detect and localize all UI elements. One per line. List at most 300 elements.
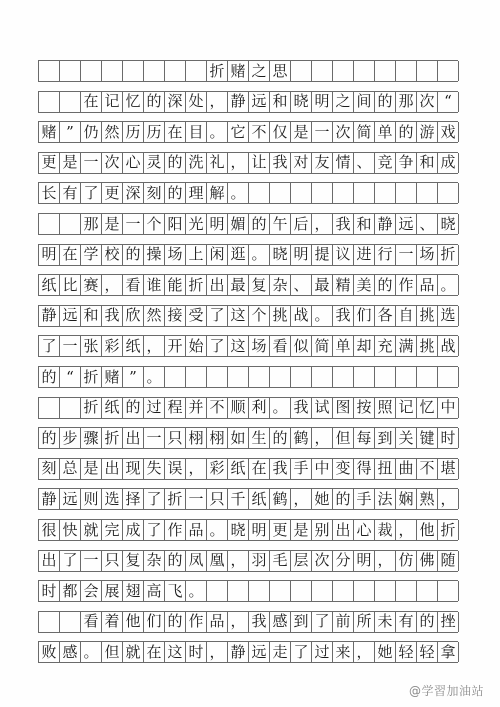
grid-cell: 出 (333, 520, 354, 540)
grid-cell: 最 (228, 275, 249, 295)
grid-cell: 能 (165, 275, 186, 295)
grid-cell: 。 (186, 581, 207, 601)
grid-cell (312, 183, 333, 203)
grid-cell: 择 (123, 489, 144, 509)
grid-cell: 比 (60, 275, 81, 295)
grid-cell: 了 (39, 336, 60, 356)
grid-cell: 赌 (39, 122, 60, 142)
grid-cell: 场 (165, 245, 186, 265)
grid-cell: 静 (228, 642, 249, 662)
grid-cell: 分 (333, 551, 354, 571)
grid-cell: 刻 (144, 183, 165, 203)
grid-cell: 并 (186, 398, 207, 418)
grid-cell (396, 183, 417, 203)
grid-cell: 议 (333, 245, 354, 265)
grid-cell: 她 (375, 642, 396, 662)
grid-cell: 处 (186, 92, 207, 112)
grid-cell: 历 (144, 122, 165, 142)
grid-cell: ， (291, 489, 312, 509)
grid-cell: 充 (375, 336, 396, 356)
grid-cell: 远 (249, 92, 270, 112)
grid-cell: ， (207, 642, 228, 662)
grid-cell: 和 (270, 92, 291, 112)
grid-cell: ， (375, 551, 396, 571)
grid-cell: 静 (39, 489, 60, 509)
grid-cell: 利 (249, 398, 270, 418)
grid-cell: 、 (417, 214, 438, 234)
grid-cell: 折 (207, 61, 228, 81)
text-row (38, 641, 458, 663)
grid-cell: 我 (333, 214, 354, 234)
grid-cell: 。 (207, 122, 228, 142)
grid-cell: 作 (186, 612, 207, 632)
grid-cell: 历 (123, 122, 144, 142)
grid-cell: 了 (207, 306, 228, 326)
grid-cell: 仍 (81, 122, 102, 142)
grid-cell: 学 (81, 245, 102, 265)
text-row (38, 458, 458, 480)
grid-cell (60, 612, 81, 632)
grid-cell: 只 (165, 428, 186, 448)
grid-cell: 堪 (438, 459, 459, 479)
grid-cell: 洗 (186, 153, 207, 173)
grid-cell: 出 (207, 275, 228, 295)
grid-cell: 战 (291, 306, 312, 326)
grid-cell: 我 (102, 306, 123, 326)
text-row (38, 611, 458, 633)
grid-cell: 始 (186, 336, 207, 356)
grid-cell (417, 367, 438, 387)
grid-cell (375, 61, 396, 81)
grid-cell (186, 61, 207, 81)
grid-cell: 到 (291, 612, 312, 632)
grid-cell: ， (144, 336, 165, 356)
grid-cell: 进 (354, 245, 375, 265)
grid-cell: 了 (207, 336, 228, 356)
grid-cell: ， (186, 459, 207, 479)
grid-cell (438, 61, 459, 81)
grid-cell: 她 (312, 489, 333, 509)
grid-cell: 美 (354, 275, 375, 295)
grid-cell: 的 (396, 122, 417, 142)
grid-cell (291, 367, 312, 387)
grid-cell: 时 (438, 428, 459, 448)
grid-cell: 熟 (417, 489, 438, 509)
grid-cell (270, 183, 291, 203)
text-row (38, 550, 458, 572)
grid-cell: 图 (333, 398, 354, 418)
grid-cell: 远 (60, 306, 81, 326)
grid-cell: 很 (39, 520, 60, 540)
grid-cell: 和 (417, 153, 438, 173)
grid-cell: 只 (102, 551, 123, 571)
grid-cell: 在 (81, 92, 102, 112)
grid-cell: 中 (438, 398, 459, 418)
grid-cell (228, 581, 249, 601)
grid-cell: ” (60, 122, 81, 142)
grid-cell: 明 (249, 520, 270, 540)
grid-cell: 挑 (270, 306, 291, 326)
grid-cell (354, 581, 375, 601)
grid-cell: 赛 (81, 275, 102, 295)
grid-cell: 不 (249, 122, 270, 142)
grid-cell: 关 (396, 428, 417, 448)
grid-cell: 那 (396, 92, 417, 112)
grid-cell: 、 (354, 153, 375, 173)
grid-cell: 一 (81, 551, 102, 571)
grid-cell: 友 (312, 153, 333, 173)
grid-cell: 看 (270, 336, 291, 356)
grid-cell: 我 (333, 306, 354, 326)
grid-cell: 会 (81, 581, 102, 601)
grid-cell: 完 (102, 520, 123, 540)
grid-cell (291, 61, 312, 81)
grid-cell: 单 (375, 122, 396, 142)
grid-cell: ， (228, 153, 249, 173)
grid-cell: 的 (165, 183, 186, 203)
grid-cell: 了 (312, 612, 333, 632)
grid-cell: 了 (144, 489, 165, 509)
grid-cell: ， (102, 275, 123, 295)
grid-cell: 了 (144, 520, 165, 540)
grid-cell: 。 (438, 275, 459, 295)
grid-cell: 作 (165, 520, 186, 540)
grid-cell: 午 (270, 214, 291, 234)
grid-cell: 争 (396, 153, 417, 173)
grid-cell: 在 (249, 459, 270, 479)
grid-cell: 、 (291, 275, 312, 295)
grid-cell: 品 (417, 275, 438, 295)
grid-cell: 次 (312, 551, 333, 571)
grid-cell: 来 (333, 642, 354, 662)
grid-cell: 。 (249, 245, 270, 265)
grid-cell: 之 (249, 61, 270, 81)
grid-cell: 的 (39, 367, 60, 387)
grid-cell: 误 (165, 459, 186, 479)
grid-cell: 手 (354, 489, 375, 509)
grid-cell (60, 214, 81, 234)
grid-cell: 感 (270, 612, 291, 632)
grid-cell: 更 (39, 153, 60, 173)
grid-cell: 的 (375, 275, 396, 295)
grid-cell: 简 (312, 336, 333, 356)
grid-cell: 思 (270, 61, 291, 81)
grid-cell (312, 581, 333, 601)
grid-cell: 他 (123, 612, 144, 632)
grid-cell: 栩 (186, 428, 207, 448)
grid-cell (354, 367, 375, 387)
grid-cell (333, 61, 354, 81)
grid-cell: 它 (228, 122, 249, 142)
grid-cell (60, 61, 81, 81)
grid-cell: 变 (333, 459, 354, 479)
grid-cell: 解 (207, 183, 228, 203)
grid-cell: 。 (270, 398, 291, 418)
grid-cell: 开 (165, 336, 186, 356)
grid-cell: 远 (396, 214, 417, 234)
grid-cell (207, 367, 228, 387)
text-row (38, 152, 458, 174)
text-row (38, 427, 458, 449)
grid-cell: 却 (354, 336, 375, 356)
grid-cell: 挫 (438, 612, 459, 632)
grid-cell: 如 (228, 428, 249, 448)
grid-cell: 操 (144, 245, 165, 265)
text-row (38, 121, 458, 143)
grid-cell: 品 (186, 520, 207, 540)
grid-cell: 看 (123, 275, 144, 295)
grid-cell: 手 (291, 459, 312, 479)
grid-cell: 晓 (270, 245, 291, 265)
grid-cell: 是 (291, 122, 312, 142)
grid-cell: 步 (60, 428, 81, 448)
grid-cell: ， (438, 489, 459, 509)
grid-cell: 出 (102, 459, 123, 479)
grid-cell: 简 (354, 122, 375, 142)
text-row (38, 397, 458, 419)
grid-cell: ， (396, 520, 417, 540)
grid-cell: 心 (123, 153, 144, 173)
grid-cell (333, 581, 354, 601)
grid-cell: 阳 (165, 214, 186, 234)
grid-cell: 是 (291, 520, 312, 540)
grid-cell: 逛 (228, 245, 249, 265)
grid-cell: 折 (438, 245, 459, 265)
grid-cell: 似 (291, 336, 312, 356)
grid-cell: 败 (39, 642, 60, 662)
grid-cell: 晓 (228, 520, 249, 540)
grid-cell: 忆 (123, 92, 144, 112)
grid-cell: 一 (396, 245, 417, 265)
grid-cell: 我 (270, 459, 291, 479)
grid-cell (417, 581, 438, 601)
grid-cell: 礼 (207, 153, 228, 173)
grid-cell: 前 (333, 612, 354, 632)
grid-cell: 自 (396, 306, 417, 326)
grid-cell (375, 581, 396, 601)
grid-cell: 每 (354, 428, 375, 448)
grid-cell: 我 (291, 398, 312, 418)
grid-cell: 骤 (81, 428, 102, 448)
grid-cell: 折 (438, 520, 459, 540)
text-row (38, 335, 458, 357)
grid-cell: 上 (186, 245, 207, 265)
grid-cell: 明 (354, 551, 375, 571)
text-row (38, 519, 458, 541)
grid-cell: 提 (312, 245, 333, 265)
grid-cell: 裁 (375, 520, 396, 540)
grid-cell: 的 (39, 428, 60, 448)
grid-cell: 我 (249, 612, 270, 632)
grid-cell: 键 (417, 428, 438, 448)
grid-cell: 是 (81, 459, 102, 479)
grid-cell: 但 (333, 428, 354, 448)
grid-cell: 都 (60, 581, 81, 601)
grid-cell: 记 (396, 398, 417, 418)
grid-cell: 顺 (228, 398, 249, 418)
grid-cell: 试 (312, 398, 333, 418)
grid-cell: 深 (165, 92, 186, 112)
grid-cell: 得 (354, 459, 375, 479)
grid-cell: 战 (438, 336, 459, 356)
grid-cell: 次 (417, 92, 438, 112)
grid-cell: 的 (417, 612, 438, 632)
grid-cell: 曲 (396, 459, 417, 479)
grid-cell: 理 (186, 183, 207, 203)
grid-cell: 。 (228, 183, 249, 203)
grid-cell: 间 (354, 92, 375, 112)
grid-cell: 谁 (144, 275, 165, 295)
grid-cell: 赌 (102, 367, 123, 387)
grid-cell: 别 (312, 520, 333, 540)
grid-cell: 静 (39, 306, 60, 326)
grid-cell: ， (207, 92, 228, 112)
grid-cell: 彩 (102, 336, 123, 356)
grid-cell (249, 367, 270, 387)
grid-cell: 个 (249, 306, 270, 326)
grid-cell (186, 367, 207, 387)
grid-cell: 了 (291, 642, 312, 662)
text-row (38, 305, 458, 327)
grid-cell (39, 92, 60, 112)
grid-cell: 鹤 (291, 428, 312, 448)
grid-cell: 有 (60, 183, 81, 203)
grid-cell: 就 (81, 520, 102, 540)
grid-cell (438, 183, 459, 203)
grid-cell (438, 581, 459, 601)
grid-cell: 不 (207, 398, 228, 418)
grid-cell: 这 (228, 336, 249, 356)
grid-cell (228, 367, 249, 387)
grid-cell: 在 (144, 642, 165, 662)
grid-cell (207, 581, 228, 601)
grid-cell: 刻 (39, 459, 60, 479)
grid-cell (312, 61, 333, 81)
grid-cell (333, 367, 354, 387)
grid-cell: 远 (60, 489, 81, 509)
grid-cell: 场 (249, 336, 270, 356)
grid-cell: 彩 (207, 459, 228, 479)
grid-cell (291, 581, 312, 601)
grid-cell: 这 (228, 306, 249, 326)
grid-cell (81, 61, 102, 81)
grid-cell: 。 (207, 520, 228, 540)
grid-cell: 竞 (375, 153, 396, 173)
text-row (38, 91, 458, 113)
grid-cell: 那 (81, 214, 102, 234)
grid-cell: 时 (39, 581, 60, 601)
grid-cell: 中 (312, 459, 333, 479)
grid-cell: 纸 (102, 398, 123, 418)
grid-cell: 按 (354, 398, 375, 418)
grid-cell: 生 (249, 428, 270, 448)
grid-cell: 层 (291, 551, 312, 571)
grid-cell: 场 (417, 245, 438, 265)
grid-cell: 明 (291, 245, 312, 265)
grid-cell: 的 (165, 153, 186, 173)
grid-cell: 赌 (228, 61, 249, 81)
grid-cell (165, 61, 186, 81)
grid-cell: 展 (102, 581, 123, 601)
grid-cell (270, 581, 291, 601)
grid-cell: 忆 (417, 398, 438, 418)
grid-cell (396, 367, 417, 387)
grid-cell: 一 (144, 428, 165, 448)
grid-cell: 更 (270, 520, 291, 540)
grid-cell: 总 (60, 459, 81, 479)
grid-cell: 是 (102, 214, 123, 234)
grid-cell: 有 (396, 612, 417, 632)
grid-cell: 作 (396, 275, 417, 295)
grid-cell: 之 (333, 92, 354, 112)
grid-cell: 。 (81, 642, 102, 662)
grid-cell: 一 (81, 153, 102, 173)
grid-cell: 精 (333, 275, 354, 295)
grid-cell: 一 (186, 489, 207, 509)
grid-cell: 不 (417, 459, 438, 479)
grid-cell: ， (228, 551, 249, 571)
grid-cell (249, 581, 270, 601)
grid-cell (333, 183, 354, 203)
grid-cell: 纸 (228, 459, 249, 479)
grid-cell: ， (354, 642, 375, 662)
grid-cell (396, 61, 417, 81)
grid-cell (312, 367, 333, 387)
grid-cell: 纸 (39, 275, 60, 295)
grid-cell: 我 (270, 153, 291, 173)
grid-cell: 则 (81, 489, 102, 509)
grid-cell: 凤 (186, 551, 207, 571)
grid-cell: 娴 (396, 489, 417, 509)
grid-cell: 只 (207, 489, 228, 509)
grid-cell: 看 (81, 612, 102, 632)
grid-cell: 飞 (165, 581, 186, 601)
grid-cell: 目 (186, 122, 207, 142)
grid-cell: 长 (39, 183, 60, 203)
grid-cell: 。 (144, 367, 165, 387)
grid-cell: 出 (39, 551, 60, 571)
grid-cell: 的 (333, 489, 354, 509)
grid-cell: 闲 (207, 245, 228, 265)
grid-cell (417, 61, 438, 81)
grid-cell: 次 (333, 122, 354, 142)
grid-cell: 让 (249, 153, 270, 173)
grid-cell: 折 (186, 275, 207, 295)
grid-cell: 现 (123, 459, 144, 479)
grid-cell: 法 (375, 489, 396, 509)
grid-cell (123, 61, 144, 81)
grid-cell: ， (312, 214, 333, 234)
grid-cell: 游 (417, 122, 438, 142)
grid-cell: 单 (333, 336, 354, 356)
grid-cell: 走 (270, 642, 291, 662)
grid-cell: 校 (102, 245, 123, 265)
grid-cell: 这 (165, 642, 186, 662)
grid-cell: 的 (144, 92, 165, 112)
grid-cell (165, 367, 186, 387)
grid-cell: 戏 (438, 122, 459, 142)
grid-cell: 记 (102, 92, 123, 112)
grid-cell: 然 (102, 122, 123, 142)
grid-cell: 的 (123, 245, 144, 265)
grid-cell: 着 (102, 612, 123, 632)
grid-cell: 高 (144, 581, 165, 601)
grid-cell: 杂 (144, 551, 165, 571)
grid-cell: 光 (186, 214, 207, 234)
grid-cell: 情 (333, 153, 354, 173)
grid-cell: 轻 (417, 642, 438, 662)
grid-cell: 们 (354, 306, 375, 326)
